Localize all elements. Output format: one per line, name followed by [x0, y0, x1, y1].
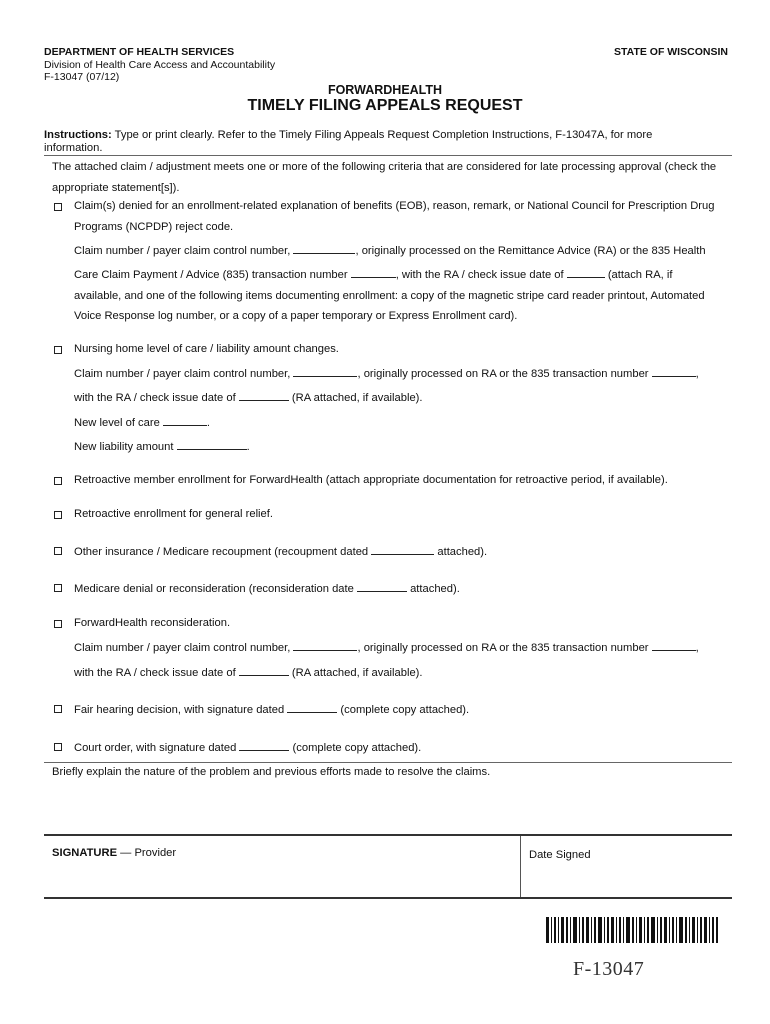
eob-line-2: Programs (NCPDP) reject code.	[74, 221, 234, 233]
checkbox-fair-hearing[interactable]	[54, 705, 62, 713]
fh-recon-line-2	[74, 640, 699, 655]
retro-relief-text: Retroactive enrollment for general relief.	[74, 508, 273, 520]
instructions-label: Instructions:	[44, 129, 112, 141]
nursing-claim-label: Claim number / payer claim control number,	[74, 368, 294, 380]
fh-claim-number-field[interactable]	[293, 640, 357, 651]
checkbox-court-order[interactable]	[54, 743, 62, 751]
nursing-issue-date-field[interactable]	[239, 390, 289, 401]
new-level-of-care-field[interactable]	[163, 415, 207, 426]
barcode-image	[546, 917, 718, 943]
recoupment-label: Other insurance / Medicare recoupment (recoupment dated	[74, 546, 372, 558]
court-order-line	[74, 740, 421, 755]
signature-label-bold: SIGNATURE	[52, 847, 118, 859]
eob-transaction-number-field[interactable]	[351, 267, 396, 278]
explain-label: Briefly explain the nature of the problem and previous efforts made to resolve the claims.	[52, 766, 491, 778]
date-signed-label: Date Signed	[529, 849, 591, 861]
fair-hearing-date-field[interactable]	[287, 702, 337, 713]
form-number-footer: F-13047	[573, 958, 645, 980]
court-order-attached-text: (complete copy attached).	[289, 742, 422, 754]
reconsideration-label: Medicare denial or reconsideration (reconsideration date	[74, 583, 357, 595]
department-name: DEPARTMENT OF HEALTH SERVICES	[44, 46, 235, 58]
program-name: FORWARDHEALTH	[327, 83, 443, 97]
instructions-text-cont: information.	[44, 142, 103, 154]
court-order-date-field[interactable]	[239, 740, 289, 751]
fair-hearing-line	[74, 702, 469, 717]
court-order-label: Court order, with signature dated	[74, 742, 240, 754]
nursing-line-3	[74, 390, 423, 405]
nursing-ra-text: (RA attached, if available).	[288, 392, 423, 404]
new-liability-amount-label: New liability amount	[74, 441, 177, 453]
signature-label	[52, 847, 176, 860]
intro-line-1: The attached claim / adjustment meets one or more of the following criteria that are considered for late processing approval (check the	[52, 161, 717, 173]
nursing-transaction-label: , originally processed on RA or the 835 transaction number	[357, 368, 652, 380]
checkbox-eob[interactable]	[54, 203, 62, 211]
reconsideration-date-field[interactable]	[357, 581, 407, 592]
eob-ra-text: , originally processed on the Remittance Advice (RA) or the 835 Health	[355, 245, 706, 257]
eob-line-4	[74, 267, 673, 282]
medicare-line	[74, 581, 460, 596]
new-liability-amount-field[interactable]	[177, 439, 247, 450]
fair-hearing-attached-text: (complete copy attached).	[337, 704, 470, 716]
fh-ra-text: (RA attached, if available).	[288, 667, 423, 679]
punct: ,	[695, 642, 699, 654]
nursing-claim-number-field[interactable]	[293, 366, 357, 377]
eob-claim-number-label: Claim number / payer claim control number,	[74, 245, 294, 257]
divider	[44, 834, 732, 836]
eob-line-1: Claim(s) denied for an enrollment-related explanation of benefits (EOB), reason, remark, or National Council for Prescription Drug	[74, 200, 715, 212]
divider	[44, 762, 732, 763]
signature-field[interactable]	[44, 862, 520, 896]
fh-transaction-label: , originally processed on RA or the 835 transaction number	[357, 642, 652, 654]
recoupment-attached-text: attached).	[434, 546, 488, 558]
punct: ,	[695, 368, 699, 380]
fair-hearing-label: Fair hearing decision, with signature dated	[74, 704, 288, 716]
nursing-line-5	[74, 439, 250, 454]
division-name: Division of Health Care Access and Accountability	[44, 59, 276, 71]
fh-transaction-number-field[interactable]	[652, 640, 696, 651]
nursing-issue-date-label: with the RA / check issue date of	[74, 392, 239, 404]
form-id-date: F-13047 (07/12)	[44, 71, 120, 83]
intro-line-2: appropriate statement[s]).	[52, 182, 180, 194]
fh-issue-date-label: with the RA / check issue date of	[74, 667, 239, 679]
explain-textarea[interactable]	[44, 782, 732, 832]
checkbox-nursing-home[interactable]	[54, 346, 62, 354]
instructions-text: Type or print clearly. Refer to the Timely Filing Appeals Request Completion Instructions, F-13047A, for more	[111, 129, 653, 141]
reconsideration-attached-text: attached).	[406, 583, 460, 595]
fh-recon-line-1: ForwardHealth reconsideration.	[74, 617, 231, 629]
divider	[520, 836, 521, 898]
eob-line-5: available, and one of the following items documenting enrollment: a copy of the magnetic stripe card reader printout, Automated	[74, 290, 705, 302]
fh-claim-label: Claim number / payer claim control number,	[74, 642, 294, 654]
nursing-line-4	[74, 415, 210, 430]
new-level-of-care-label: New level of care	[74, 417, 163, 429]
state-name: STATE OF WISCONSIN	[614, 46, 728, 58]
nursing-line-1: Nursing home level of care / liability amount changes.	[74, 343, 339, 355]
checkbox-retro-member[interactable]	[54, 477, 62, 485]
punct: .	[206, 417, 211, 429]
checkbox-fh-reconsideration[interactable]	[54, 620, 62, 628]
retro-member-text: Retroactive member enrollment for ForwardHealth (attach appropriate documentation for retroactive period, if available).	[74, 474, 668, 486]
eob-issue-date-field[interactable]	[567, 267, 605, 278]
signature-label-suffix: — Provider	[117, 847, 177, 859]
nursing-transaction-number-field[interactable]	[652, 366, 696, 377]
eob-line-3	[74, 243, 706, 258]
recoupment-date-field[interactable]	[371, 544, 434, 555]
eob-claim-number-field[interactable]	[293, 243, 355, 254]
checkbox-other-insurance[interactable]	[54, 547, 62, 555]
divider	[44, 897, 732, 899]
checkbox-medicare[interactable]	[54, 584, 62, 592]
other-insurance-line	[74, 544, 487, 559]
date-signed-field[interactable]	[522, 864, 732, 896]
instructions	[44, 129, 652, 142]
divider	[44, 155, 732, 156]
checkbox-retro-relief[interactable]	[54, 511, 62, 519]
fh-recon-line-3	[74, 665, 423, 680]
eob-transaction-label: Care Claim Payment / Advice (835) transaction number	[74, 269, 351, 281]
punct: .	[246, 441, 250, 453]
page-title: TIMELY FILING APPEALS REQUEST	[247, 97, 523, 114]
eob-line-6: Voice Response log number, or a copy of a paper temporary or Express Enrollment card).	[74, 310, 518, 322]
nursing-line-2	[74, 366, 699, 381]
eob-attach-text: (attach RA, if	[604, 269, 673, 281]
eob-issue-date-label: , with the RA / check issue date of	[395, 269, 567, 281]
fh-issue-date-field[interactable]	[239, 665, 289, 676]
